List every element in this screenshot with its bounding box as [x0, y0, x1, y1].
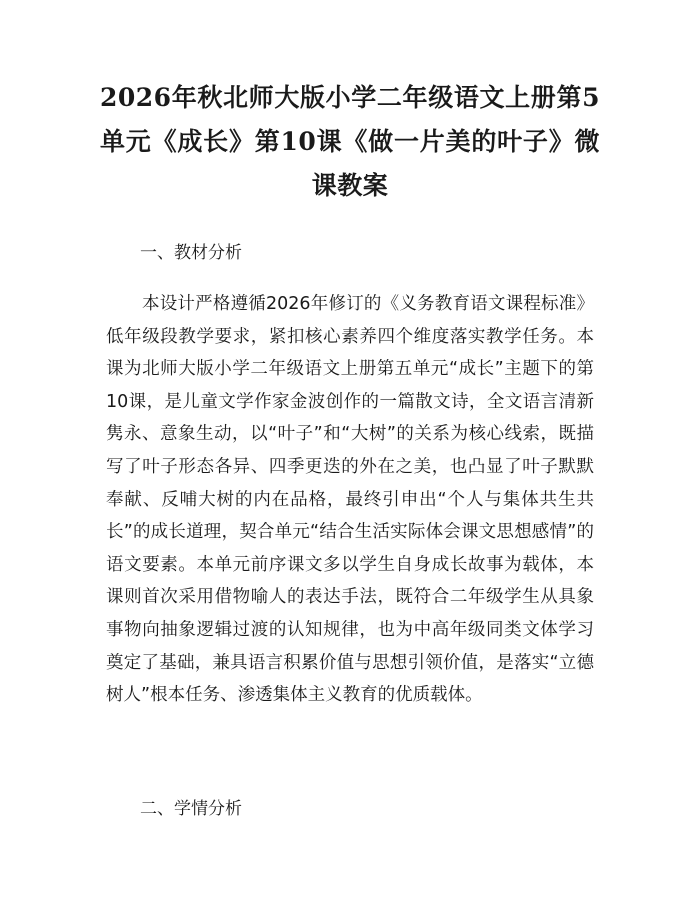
- section-paragraph-teaching-material-analysis: 本设计严格遵循2026年修订的《义务教育语文课程标准》低年级段教学要求，紧扣核心素养四个维度落实教学任务。本课为北师大版小学二年级语文上册第五单元“成长”主题下的第10课，是儿童文学作家金波创作的一篇散文诗，全文语言清新隽永、意象生动，以“叶子”和“大树”的关系为核心线索，既描写了叶子形态各异、四季更迭的外在之美，也凸显了叶子默默奉献、反哺大树的内在品格，最终引申出“个人与集体共生共长”的成长道理，契合单元“结合生活实际体会课文思想感情”的语文要素。本单元前序课文多以学生自身成长故事为载体，本课则首次采用借物喻人的表达手法，既符合二年级学生从具象事物向抽象逻辑过渡的认知规律，也为中高年级同类文体学习奠定了基础，兼具语言积累价值与思想引领价值，是落实“立德树人”根本任务、渗透集体主义教育的优质载体。: [106, 294, 594, 706]
- section-heading-learner-analysis: 二、学情分析: [140, 799, 242, 819]
- section-heading-teaching-material-analysis: 一、教材分析: [140, 243, 242, 263]
- document-title: 2026年秋北师大版小学二年级语文上册第5单元《成长》第10课《做一片美的叶子》微课教案: [100, 83, 600, 200]
